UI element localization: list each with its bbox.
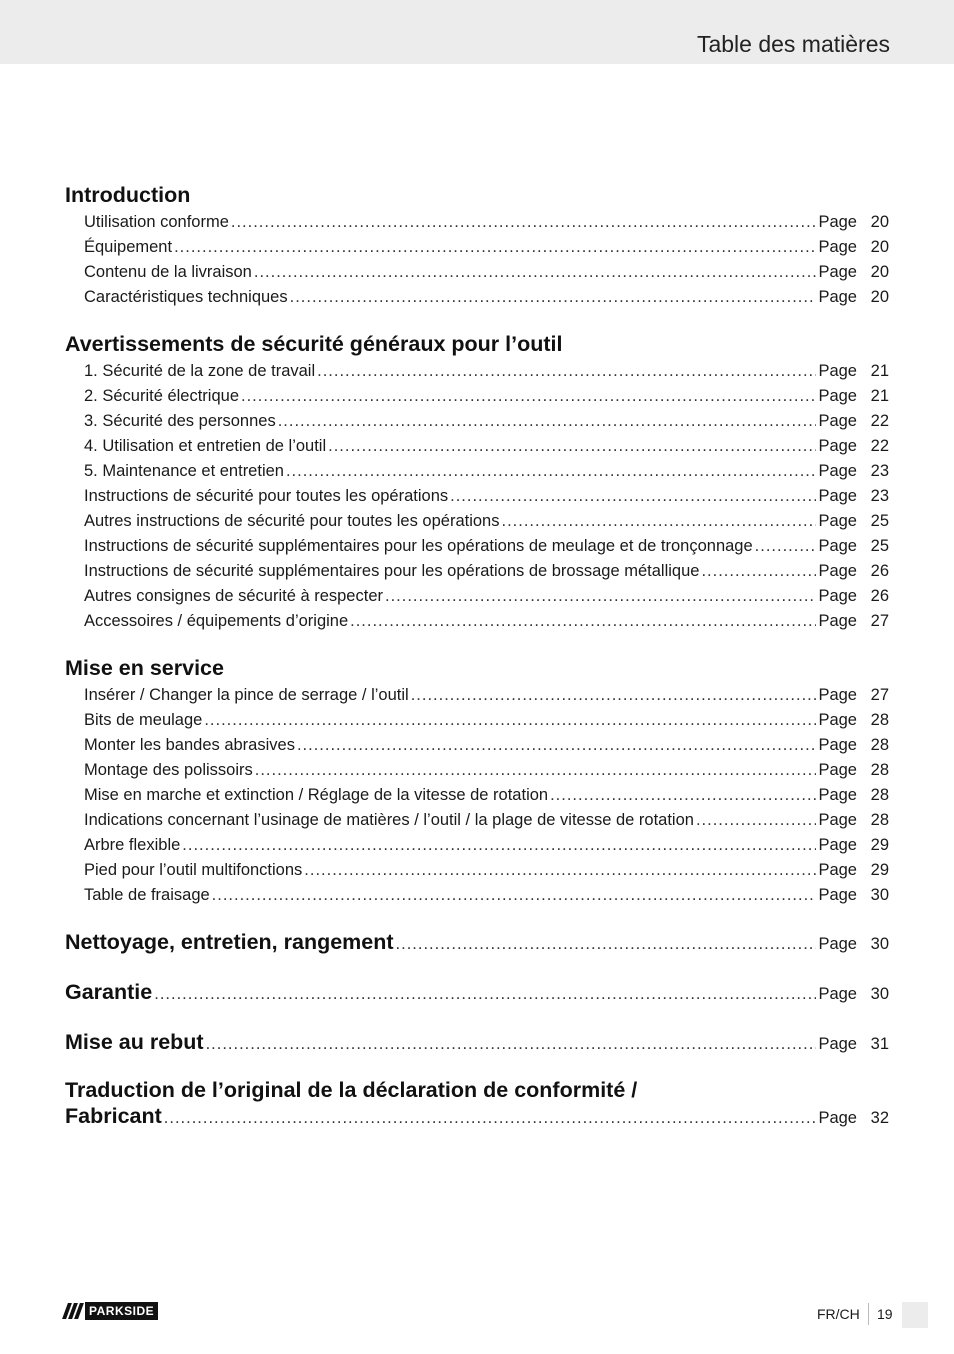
dot-leader xyxy=(317,359,816,384)
dot-leader xyxy=(385,584,816,609)
entry-page xyxy=(818,708,889,733)
dot-leader xyxy=(450,484,816,509)
dot-leader xyxy=(254,260,817,285)
page-word: Page xyxy=(818,362,857,380)
toc-entry-warranty[interactable] xyxy=(65,977,889,1007)
page-number-footer: 19 xyxy=(877,1306,893,1322)
page-word: Page xyxy=(818,761,857,779)
entry-label: Caractéristiques techniques xyxy=(84,288,288,306)
page-word: Page xyxy=(818,861,857,879)
page-word: Page xyxy=(818,711,857,729)
page-number: 26 xyxy=(870,562,889,580)
dot-leader xyxy=(255,758,817,783)
page-number: 20 xyxy=(870,213,889,231)
page-number: 23 xyxy=(870,487,889,505)
dot-leader xyxy=(231,210,817,235)
page-number: 22 xyxy=(870,412,889,430)
page-number: 27 xyxy=(870,686,889,704)
entry-label: Accessoires / équipements d’origine xyxy=(84,612,349,630)
dot-leader xyxy=(154,979,816,1009)
page-number: 25 xyxy=(870,512,889,530)
page-number: 20 xyxy=(870,238,889,256)
page-word: Page xyxy=(818,811,857,829)
page-number: 21 xyxy=(870,387,889,405)
entry-label: 5. Maintenance et entretien xyxy=(84,462,284,480)
toc-entry[interactable] xyxy=(65,833,889,858)
toc-section-introduction xyxy=(65,180,889,310)
dot-leader xyxy=(290,285,817,310)
entry-page xyxy=(818,584,889,609)
page-word: Page xyxy=(818,1035,857,1053)
entry-label: Garantie xyxy=(65,980,153,1004)
entry-page xyxy=(818,1105,889,1131)
dot-leader xyxy=(501,509,816,534)
page-word: Page xyxy=(818,512,857,530)
page-number: 29 xyxy=(870,836,889,854)
entry-page xyxy=(818,733,889,758)
entry-page xyxy=(818,758,889,783)
entry-label: Table de fraisage xyxy=(84,886,210,904)
page-word: Page xyxy=(818,288,857,306)
page-word: Page xyxy=(818,985,857,1003)
entry-page xyxy=(818,235,889,260)
entry-label: Nettoyage, entretien, rangement xyxy=(65,930,394,954)
page-number: 28 xyxy=(870,786,889,804)
entry-label: Indications concernant l’usinage de matières / l’outil / la plage de vitesse de rotation xyxy=(84,811,694,829)
page-word: Page xyxy=(818,487,857,505)
entry-label: Contenu de la livraison xyxy=(84,263,252,281)
page-word: Page xyxy=(818,562,857,580)
dot-leader xyxy=(696,808,817,833)
entry-page xyxy=(818,683,889,708)
entry-page xyxy=(818,484,889,509)
page-word: Page xyxy=(818,587,857,605)
page-number: 20 xyxy=(870,263,889,281)
toc-entry[interactable] xyxy=(65,359,889,384)
dot-leader xyxy=(174,235,816,260)
toc-entry[interactable] xyxy=(65,260,889,285)
page-number: 20 xyxy=(870,288,889,306)
brand-name: PARKSIDE xyxy=(85,1302,158,1320)
entry-label: 3. Sécurité des personnes xyxy=(84,412,276,430)
toc-entry-disposal[interactable] xyxy=(65,1027,889,1057)
toc-entry[interactable] xyxy=(65,459,889,484)
entry-label: Utilisation conforme xyxy=(84,213,229,231)
toc-entry[interactable] xyxy=(65,434,889,459)
dot-leader xyxy=(278,409,817,434)
page-word: Page xyxy=(818,387,857,405)
dot-leader xyxy=(212,883,817,908)
entry-page xyxy=(818,384,889,409)
toc-entry[interactable] xyxy=(65,883,889,908)
page-number: 30 xyxy=(870,935,889,953)
entry-label: 1. Sécurité de la zone de travail xyxy=(84,362,316,380)
entry-page xyxy=(818,979,889,1009)
entry-page xyxy=(818,559,889,584)
toc-entry[interactable] xyxy=(65,285,889,310)
toc-entry-cleaning[interactable] xyxy=(65,927,889,957)
entry-label: Monter les bandes abrasives xyxy=(84,736,295,754)
toc-entry[interactable] xyxy=(65,733,889,758)
logo-slashes-icon xyxy=(65,1302,83,1320)
entry-page xyxy=(818,883,889,908)
page-word: Page xyxy=(818,213,857,231)
table-of-contents xyxy=(65,180,889,1129)
dot-leader xyxy=(241,384,816,409)
entry-label: 4. Utilisation et entretien de l’outil xyxy=(84,437,327,455)
entry-label: Pied pour l’outil multifonctions xyxy=(84,861,303,879)
toc-entry[interactable] xyxy=(65,708,889,733)
page-word: Page xyxy=(818,686,857,704)
dot-leader xyxy=(550,783,816,808)
toc-entry-declaration[interactable] xyxy=(65,1077,889,1129)
page-word: Page xyxy=(818,736,857,754)
entry-label: Mise en marche et extinction / Réglage de la vitesse de rotation xyxy=(84,786,549,804)
toc-entry[interactable] xyxy=(65,584,889,609)
toc-entry[interactable] xyxy=(65,858,889,883)
page-number: 30 xyxy=(870,985,889,1003)
entry-label: Insérer / Changer la pince de serrage / l’outil xyxy=(84,686,409,704)
toc-entry[interactable] xyxy=(65,758,889,783)
page-number: 25 xyxy=(870,537,889,555)
entry-page xyxy=(818,260,889,285)
language-code: FR/CH xyxy=(817,1306,860,1322)
page-number: 28 xyxy=(870,811,889,829)
dot-leader xyxy=(206,1029,817,1059)
toc-entry[interactable] xyxy=(65,808,889,833)
entry-page xyxy=(818,210,889,235)
page-word: Page xyxy=(818,238,857,256)
entry-label: Instructions de sécurité pour toutes les opérations xyxy=(84,487,449,505)
page-number: 32 xyxy=(870,1109,889,1127)
page-title: Table des matières xyxy=(696,31,890,57)
dot-leader xyxy=(701,559,816,584)
entry-label: Bits de meulage xyxy=(84,711,203,729)
dot-leader xyxy=(204,708,816,733)
toc-entry[interactable] xyxy=(65,384,889,409)
entry-page xyxy=(818,459,889,484)
entry-label: Mise au rebut xyxy=(65,1030,204,1054)
dot-leader xyxy=(350,609,816,634)
entry-page xyxy=(818,285,889,310)
page-number: 23 xyxy=(870,462,889,480)
page-word: Page xyxy=(818,836,857,854)
entry-label: Arbre flexible xyxy=(84,836,181,854)
parkside-logo xyxy=(65,1302,177,1320)
toc-entry[interactable] xyxy=(65,559,889,584)
dot-leader xyxy=(297,733,817,758)
footer-tab-marker xyxy=(902,1302,928,1328)
entry-label: 2. Sécurité électrique xyxy=(84,387,240,405)
entry-page xyxy=(818,783,889,808)
page-word: Page xyxy=(818,412,857,430)
dot-leader xyxy=(286,459,816,484)
entry-label: Montage des polissoirs xyxy=(84,761,253,779)
dot-leader xyxy=(411,683,817,708)
page-word: Page xyxy=(818,612,857,630)
toc-entry[interactable] xyxy=(65,484,889,509)
page-number: 28 xyxy=(870,761,889,779)
dot-leader xyxy=(755,534,817,559)
entry-page xyxy=(818,929,889,959)
dot-leader xyxy=(396,929,817,959)
entry-page xyxy=(818,434,889,459)
entry-label: Instructions de sécurité supplémentaires pour les opérations de brossage métallique xyxy=(84,562,700,580)
toc-entry[interactable] xyxy=(65,235,889,260)
entry-page xyxy=(818,534,889,559)
toc-entry[interactable] xyxy=(65,783,889,808)
page-word: Page xyxy=(818,462,857,480)
entry-label: Équipement xyxy=(84,238,173,256)
dot-leader xyxy=(304,858,816,883)
entry-page xyxy=(818,808,889,833)
entry-line2 xyxy=(65,1103,889,1129)
dot-leader xyxy=(328,434,816,459)
page-number: 31 xyxy=(870,1035,889,1053)
toc-entry[interactable] xyxy=(65,683,889,708)
toc-section-commissioning xyxy=(65,653,889,908)
toc-section-safety-warnings xyxy=(65,329,889,634)
page-number: 28 xyxy=(870,736,889,754)
toc-entry[interactable] xyxy=(65,509,889,534)
entry-page xyxy=(818,509,889,534)
page-number: 30 xyxy=(870,886,889,904)
entry-page xyxy=(818,609,889,634)
page-word: Page xyxy=(818,537,857,555)
section-title: Mise en service xyxy=(65,656,224,680)
entry-page xyxy=(818,858,889,883)
entry-label: Instructions de sécurité supplémentaires pour les opérations de meulage et de tronçonnage xyxy=(84,537,753,555)
entry-label-line2: Fabricant xyxy=(65,1104,162,1128)
entry-label-line1: Traduction de l’original de la déclaration de conformité / xyxy=(65,1078,638,1102)
entry-page xyxy=(818,833,889,858)
page-word: Page xyxy=(818,437,857,455)
page-word: Page xyxy=(818,1109,857,1127)
toc-entry[interactable] xyxy=(65,409,889,434)
entry-page xyxy=(818,359,889,384)
section-title: Avertissements de sécurité généraux pour l’outil xyxy=(65,332,563,356)
dot-leader xyxy=(182,833,816,858)
toc-entry[interactable] xyxy=(65,534,889,559)
entry-page xyxy=(818,1029,889,1059)
section-title: Introduction xyxy=(65,183,191,207)
page-word: Page xyxy=(818,886,857,904)
page-number: 22 xyxy=(870,437,889,455)
entry-page xyxy=(818,409,889,434)
footer-divider xyxy=(868,1303,869,1325)
page-number: 27 xyxy=(870,612,889,630)
page-word: Page xyxy=(818,263,857,281)
page-word: Page xyxy=(818,935,857,953)
dot-leader xyxy=(164,1105,817,1131)
page-number: 29 xyxy=(870,861,889,879)
entry-label: Autres instructions de sécurité pour toutes les opérations xyxy=(84,512,500,530)
page-number: 26 xyxy=(870,587,889,605)
page-word: Page xyxy=(818,786,857,804)
toc-entry[interactable] xyxy=(65,210,889,235)
page-number: 28 xyxy=(870,711,889,729)
entry-label: Autres consignes de sécurité à respecter xyxy=(84,587,383,605)
toc-entry[interactable] xyxy=(65,609,889,634)
page-number: 21 xyxy=(870,362,889,380)
